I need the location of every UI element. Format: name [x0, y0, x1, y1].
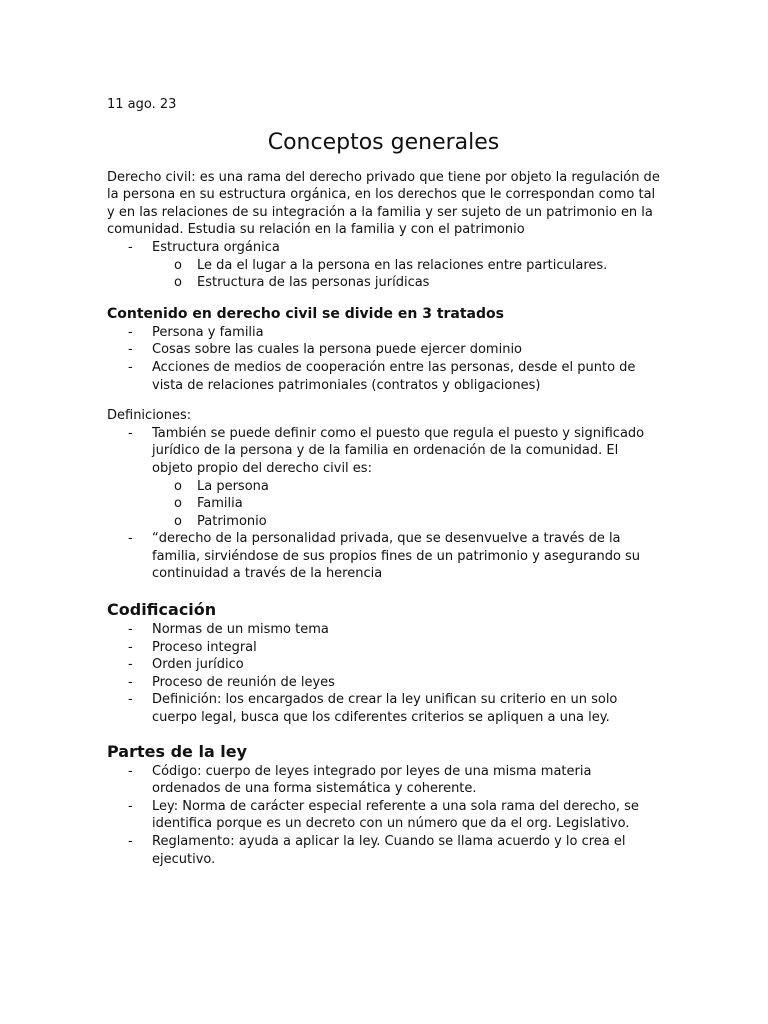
- list-item: [107, 359, 660, 394]
- list-item-text: “derecho de la personalidad privada, que se desenvuelve a través de la familia, sirviéndose de sus propios fines de un patrimonio y asegurando su continuidad a través de la herencia: [152, 531, 641, 582]
- circle-bullet: o: [174, 513, 182, 529]
- list-item: [107, 425, 660, 531]
- list-item-text: Cosas sobre las cuales la persona puede ejercer dominio: [152, 342, 523, 358]
- list-item: [107, 341, 660, 359]
- list-item-text: Definición: los encargados de crear la ley unifican su criterio en un solo cuerpo legal, busca que los cdiferentes criterios se apliquen a una ley.: [152, 692, 618, 726]
- list-item: [107, 833, 660, 868]
- sub-list-item: [152, 257, 660, 275]
- list-item: [107, 621, 660, 639]
- sub-list-item: [152, 495, 660, 513]
- dash-bullet: -: [128, 342, 133, 358]
- list-item: [107, 639, 660, 657]
- dash-bullet: -: [128, 531, 133, 547]
- list-item-text: Código: cuerpo de leyes integrado por leyes de una misma materia ordenados de una forma sistemática y coherente.: [152, 763, 592, 797]
- sub-list: [152, 257, 660, 292]
- list-item: [107, 239, 660, 292]
- list-item-text: Normas de un mismo tema: [152, 622, 329, 638]
- dash-bullet: -: [128, 834, 133, 849]
- list-item-text: Ley: Norma de carácter especial referente a una sola rama del derecho, se identifica porque es un decreto con un número que da el org. Legislativo.: [152, 798, 639, 832]
- dash-bullet: -: [128, 324, 133, 340]
- sub-list-item-text: Familia: [197, 496, 243, 512]
- definiciones-list: [107, 425, 660, 583]
- list-item-text: Acciones de medios de cooperación entre las personas, desde el punto de vista de relaciones patrimoniales (contratos y obligaciones): [152, 359, 636, 393]
- dash-bullet: -: [128, 692, 133, 708]
- dash-bullet: -: [128, 622, 133, 638]
- codificacion-list: [107, 621, 660, 727]
- dash-bullet: -: [128, 425, 133, 441]
- sub-list-item-text: Estructura de las personas jurídicas: [197, 275, 430, 291]
- list-item-text: Orden jurídico: [152, 657, 244, 673]
- dash-bullet: -: [128, 639, 133, 655]
- list-item: [107, 324, 660, 342]
- circle-bullet: o: [174, 257, 182, 273]
- section-heading-partes-de-la-ley: Partes de la ley: [107, 741, 248, 761]
- list-item: [107, 530, 660, 583]
- list-item: [107, 798, 660, 833]
- sub-list-item-text: La persona: [197, 478, 269, 494]
- list-item-text: También se puede definir como el puesto que regula el puesto y significado jurídico de la persona y de la familia en ordenación de la comunidad. El objeto propio del derecho civil es:: [152, 425, 645, 476]
- dash-bullet: -: [128, 763, 133, 779]
- circle-bullet: o: [174, 496, 182, 512]
- contenido-list: [107, 324, 660, 394]
- sub-list-item: [152, 274, 660, 292]
- intro-paragraph: Derecho civil: es una rama del derecho privado que tiene por objeto la regulación de la persona en su estructura orgánica, en los derechos que le correspondan como tal y en las relaciones de su integración a la familia y ser sujeto de un patrimonio en la comunidad. Estudia su relación en la familia y con el patrimonio: [107, 169, 660, 238]
- sub-list-item: [152, 513, 660, 531]
- dash-bullet: -: [128, 657, 133, 673]
- sub-list-item-text: Le da el lugar a la persona en las relaciones entre particulares.: [197, 257, 608, 273]
- section-heading-codificacion: Codificación: [107, 600, 217, 620]
- structure-list: [107, 239, 660, 292]
- list-item: [107, 691, 660, 726]
- definiciones-label: Definiciones:: [107, 408, 192, 424]
- sub-list-item: [152, 478, 660, 496]
- list-item-text: Estructura orgánica: [152, 239, 280, 255]
- list-item: [107, 656, 660, 674]
- list-item-text: Persona y familia: [152, 324, 264, 340]
- document-date: 11 ago. 23: [107, 97, 177, 112]
- list-item: [107, 674, 660, 692]
- dash-bullet: -: [128, 674, 133, 690]
- dash-bullet: -: [128, 239, 133, 255]
- dash-bullet: -: [128, 798, 133, 814]
- list-item-text: Proceso de reunión de leyes: [152, 674, 335, 690]
- partes-list: [107, 763, 660, 869]
- document-title: Conceptos generales: [267, 129, 500, 155]
- sub-list-item-text: Patrimonio: [197, 513, 267, 529]
- list-item-text: Proceso integral: [152, 639, 257, 655]
- sub-list: [152, 478, 660, 531]
- circle-bullet: o: [174, 478, 182, 494]
- list-item: [107, 763, 660, 798]
- section-heading-contenido: Contenido en derecho civil se divide en 3 tratados: [107, 305, 504, 322]
- list-item-text: Reglamento: ayuda a aplicar la ley. Cuando se llama acuerdo y lo crea el ejecutivo.: [152, 834, 626, 867]
- dash-bullet: -: [128, 359, 133, 375]
- circle-bullet: o: [174, 275, 182, 291]
